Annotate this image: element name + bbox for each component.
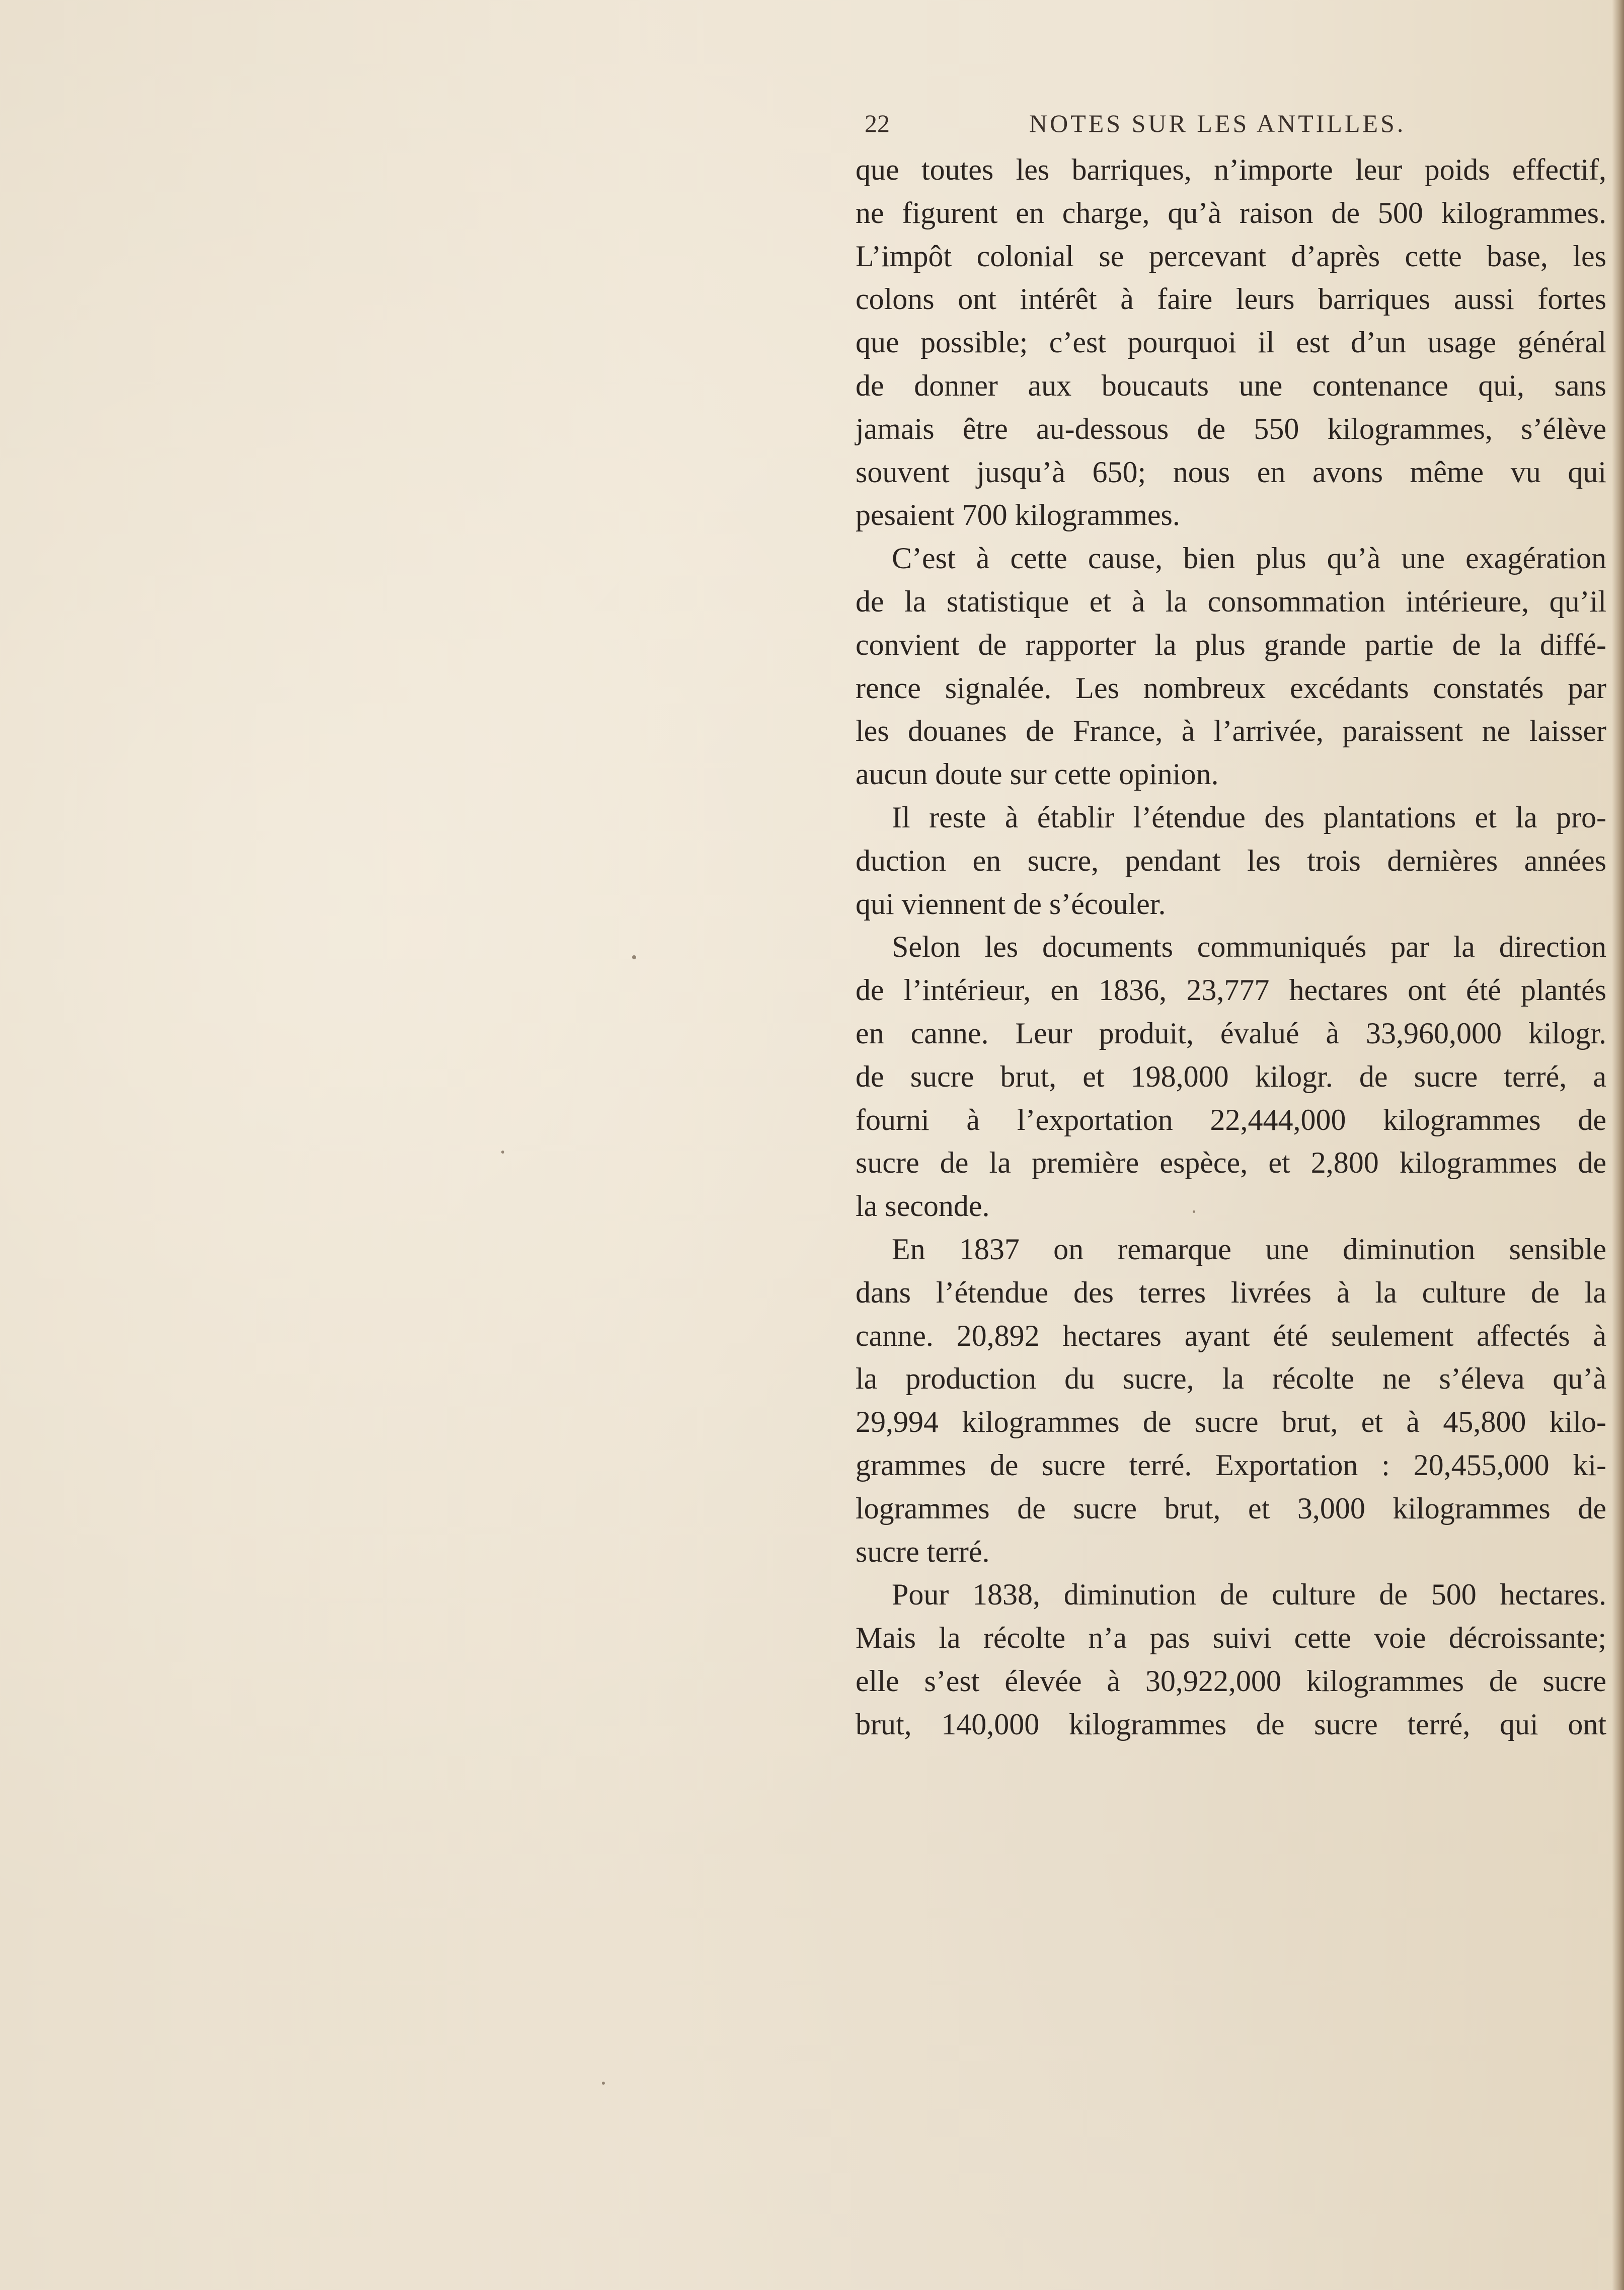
running-title: NOTES SUR LES ANTILLES. bbox=[1029, 109, 1406, 137]
text-line: que toutes les barriques, n’importe leur poids effectif, bbox=[856, 153, 1606, 186]
text-line: grammes de sucre terré. Exportation : 20,455,000 ki- bbox=[856, 1448, 1606, 1482]
text-line: pesaient 700 kilogrammes. bbox=[856, 498, 1180, 532]
text-line: rence signalée. Les nombreux excédants constatés par bbox=[856, 671, 1606, 705]
text-line: logrammes de sucre brut, et 3,000 kilogrammes de bbox=[856, 1491, 1606, 1525]
page-number: 22 bbox=[865, 109, 890, 137]
text-line: sucre de la première espèce, et 2,800 kilogrammes de bbox=[856, 1146, 1606, 1180]
text-line: 29,994 kilogrammes de sucre brut, et à 45,800 kilo- bbox=[856, 1405, 1606, 1439]
text-line: duction en sucre, pendant les trois dernières années bbox=[856, 844, 1606, 877]
text-line: de donner aux boucauts une contenance qui, sans bbox=[856, 368, 1606, 402]
text-line: en canne. Leur produit, évalué à 33,960,000 kilogr. bbox=[856, 1016, 1606, 1050]
text-line: convient de rapporter la plus grande partie de la diffé- bbox=[856, 628, 1606, 661]
text-line: dans l’étendue des terres livrées à la culture de la bbox=[856, 1275, 1606, 1309]
text-line: de la statistique et à la consommation intérieure, qu’il bbox=[856, 584, 1606, 618]
paper-speck bbox=[632, 955, 636, 959]
text-line: que possible; c’est pourquoi il est d’un usage général bbox=[856, 326, 1606, 359]
text-line: Il reste à établir l’étendue des plantations et la pro- bbox=[892, 800, 1606, 834]
text-line: sucre terré. bbox=[856, 1535, 990, 1568]
text-line: de sucre brut, et 198,000 kilogr. de sucre terré, a bbox=[856, 1059, 1606, 1093]
text-line: brut, 140,000 kilogrammes de sucre terré, qui ont bbox=[856, 1707, 1606, 1741]
text-line: colons ont intérêt à faire leurs barriques aussi fortes bbox=[856, 282, 1606, 316]
text-line: canne. 20,892 hectares ayant été seulement affectés à bbox=[856, 1319, 1606, 1352]
text-line: qui viennent de s’écouler. bbox=[856, 887, 1166, 921]
running-head bbox=[856, 103, 1610, 143]
text-line: C’est à cette cause, bien plus qu’à une exagération bbox=[892, 542, 1606, 575]
paper-speck bbox=[501, 1151, 504, 1154]
text-line: L’impôt colonial se percevant d’après cette base, les bbox=[856, 239, 1606, 273]
text-line: En 1837 on remarque une diminution sensible bbox=[892, 1232, 1606, 1266]
text-line: les douanes de France, à l’arrivée, paraissent ne laisser bbox=[856, 714, 1606, 748]
text-line: la seconde. bbox=[856, 1189, 990, 1223]
text-line: Mais la récolte n’a pas suivi cette voie décroissante; bbox=[856, 1621, 1606, 1655]
text-line: Pour 1838, diminution de culture de 500 hectares. bbox=[892, 1578, 1606, 1612]
paper-speck bbox=[602, 2082, 605, 2085]
text-line: aucun doute sur cette opinion. bbox=[856, 757, 1219, 791]
body-text bbox=[856, 148, 1606, 1746]
text-line: Selon les documents communiqués par la direction bbox=[892, 930, 1606, 964]
text-line: fourni à l’exportation 22,444,000 kilogrammes de bbox=[856, 1103, 1606, 1136]
text-line: jamais être au-dessous de 550 kilogrammes, s’élève bbox=[856, 412, 1606, 445]
text-line: souvent jusqu’à 650; nous en avons même vu qui bbox=[856, 455, 1606, 489]
text-line: la production du sucre, la récolte ne s’éleva qu’à bbox=[856, 1362, 1606, 1396]
page-edge-shadow bbox=[1612, 0, 1624, 2290]
text-line: ne figurent en charge, qu’à raison de 500 kilogrammes. bbox=[856, 196, 1606, 230]
text-line: de l’intérieur, en 1836, 23,777 hectares ont été plantés bbox=[856, 973, 1606, 1007]
text-line: elle s’est élevée à 30,922,000 kilogrammes de sucre bbox=[856, 1664, 1606, 1698]
